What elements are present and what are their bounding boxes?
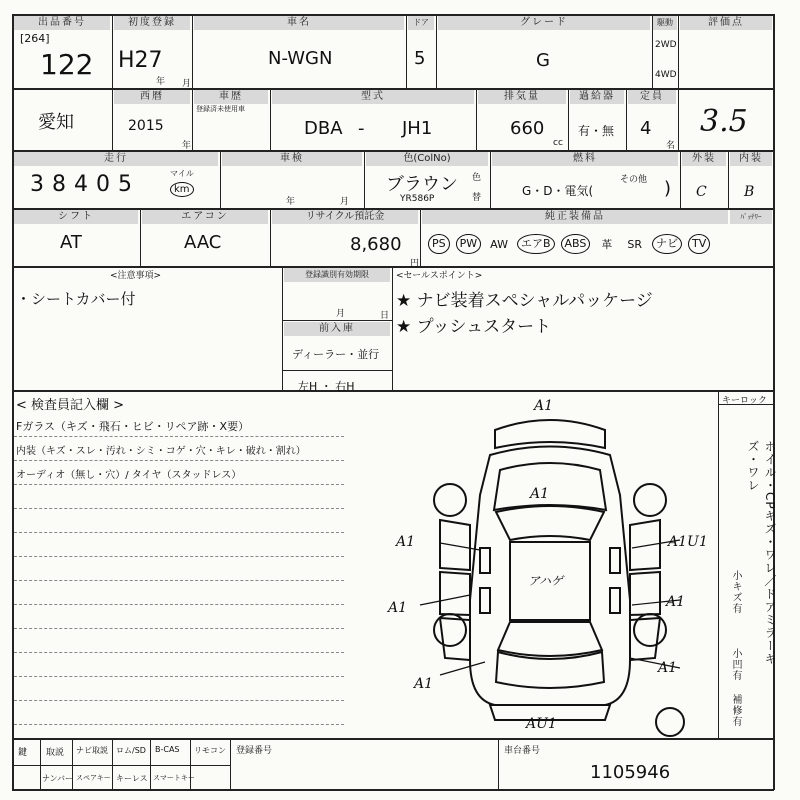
footer-bcas: B-CAS — [155, 745, 180, 754]
fuel-header: 燃料 — [492, 152, 678, 166]
year-char: 年 — [182, 141, 192, 151]
equip-abs: ABS — [561, 234, 591, 254]
recycle-unit: 円 — [410, 259, 420, 269]
month-unit: 月 — [182, 79, 192, 89]
model-header: 車名 — [194, 16, 404, 30]
model-value: N-WGN — [268, 48, 333, 69]
aircon-value: AAC — [184, 232, 222, 253]
recycle-header: リサイクル預託金 — [272, 210, 418, 224]
mileage-digit: 3 — [30, 172, 52, 197]
turbo-header: 過給器 — [570, 90, 624, 104]
mileage-mile-unit: マイル — [170, 169, 194, 178]
mark-right-bottom: A1 — [658, 660, 678, 676]
first-reg-header: 初度登録 — [114, 16, 190, 30]
capacity-header: 定員 — [628, 90, 676, 104]
inspection-month: 月 — [340, 197, 350, 207]
drive-header: 駆動 — [653, 16, 677, 30]
footer-smart-key: スマートキー — [153, 774, 195, 782]
capacity-unit: 名 — [666, 141, 676, 151]
model-type-header: 型式 — [272, 90, 474, 104]
door-header: ドア — [408, 16, 434, 30]
reg-expiry-label: 登録識別有効期限 — [284, 268, 390, 282]
footer-number-plate: ナンバー — [42, 774, 74, 783]
side-notes: ホイル・CPキズ・ワレ／ドアミラーキズ・ワレ — [746, 440, 777, 666]
region-value: 愛知 — [38, 112, 74, 133]
fuel-other: その他 — [620, 175, 648, 185]
displacement-header: 排気量 — [478, 90, 566, 104]
reg-number-label: 登録番号 — [236, 746, 273, 756]
turbo-value: 有・無 — [578, 124, 615, 138]
sales-label: <セールスポイント> — [396, 271, 483, 281]
previous-owner-header: 前入庫 — [284, 322, 390, 336]
shift-value: AT — [60, 232, 82, 253]
equip-pw: PW — [456, 234, 482, 254]
notes-label: <注意事項> — [110, 271, 162, 281]
handle-value: 左H ・ 右H — [298, 380, 355, 393]
year-unit: 年 — [156, 77, 166, 87]
equipment-header: 純正装備品 — [422, 210, 728, 224]
color-side-2: 替 — [472, 193, 482, 203]
color-code: YR586P — [400, 194, 435, 204]
inspector-line-3: オーディオ（無し・穴）/ タイヤ（スタッドレス） — [16, 470, 242, 481]
doors-value: 5 — [414, 48, 426, 69]
mileage-digit: 4 — [74, 172, 96, 197]
mark-right-rear: A1 — [666, 594, 686, 610]
footer-keyless: キーレス — [116, 774, 148, 783]
equip-leather: 革 — [601, 238, 613, 251]
mark-hood: A1 — [530, 486, 550, 502]
interior-header: 内装 — [730, 152, 772, 166]
drive-4wd: 4WD — [655, 70, 677, 80]
equipment-list — [428, 234, 710, 254]
mark-rear: AU1 — [526, 716, 557, 732]
type-prefix: DBA — [304, 118, 343, 139]
western-year-header: 西暦 — [114, 90, 190, 104]
lot-code: [264] — [20, 32, 50, 45]
type-dash: - — [358, 118, 365, 139]
shift-header: シフト — [14, 210, 138, 224]
notes-item: ・シートカバー付 — [16, 290, 136, 308]
exterior-header: 外装 — [682, 152, 726, 166]
footer-spare-key: スペアキー — [76, 774, 111, 782]
history-header: 車歴 — [194, 90, 268, 104]
reg-day: 日 — [380, 311, 390, 321]
color-side-1: 色 — [472, 173, 482, 183]
previous-owner-value: ディーラー・並行 — [292, 348, 380, 361]
equip-tv: TV — [688, 234, 710, 254]
interior-value: B — [744, 184, 755, 200]
equip-aw: AW — [490, 237, 508, 251]
grade-header: グレード — [438, 16, 650, 30]
sales-point-2: ★ プッシュスタート — [396, 317, 552, 337]
history-sub: 登録済未使用車 — [196, 105, 245, 113]
aircon-header: エアコン — [142, 210, 268, 224]
inspector-line-2: 内装（キズ・スレ・汚れ・シミ・コゲ・穴・キレ・破れ・割れ） — [16, 446, 306, 457]
equip-navi: ナビ — [652, 234, 682, 254]
score-header: 評価点 — [680, 16, 772, 30]
footer-remote: リモコン — [194, 746, 226, 755]
mileage-digit: 8 — [52, 172, 74, 197]
mark-left-bottom: A1 — [414, 676, 434, 692]
cc-unit: cc — [553, 138, 563, 148]
capacity-value: 4 — [640, 118, 652, 139]
footer-keys: 鍵 — [18, 748, 28, 758]
color-value: ブラウン — [386, 174, 458, 195]
footer-manual: 取説 — [46, 748, 65, 758]
grade-value: G — [536, 50, 550, 71]
keylock-label: キーロック — [722, 396, 767, 406]
mileage-digit: 5 — [118, 172, 140, 197]
inspector-label: < 検査員記入欄 > — [16, 398, 125, 413]
battery-header: ﾊﾞｯﾃﾘｰ — [730, 210, 772, 224]
equip-sr: SR — [627, 237, 643, 251]
inspection-year: 年 — [286, 197, 296, 207]
inspection-header: 車検 — [222, 152, 362, 166]
equip-ps: PS — [428, 234, 450, 254]
mileage-km-unit: km — [170, 182, 194, 197]
mileage-header: 走行 — [14, 152, 218, 166]
mileage-digits — [30, 172, 140, 197]
mark-roof-note: アハゲ — [528, 574, 564, 588]
equip-airbag: エアB — [517, 234, 555, 254]
side-small-1: 小キズ有 — [730, 570, 741, 614]
sales-point-1: ★ ナビ装着スペシャルパッケージ — [396, 291, 653, 311]
mark-left-front: A1 — [396, 534, 416, 550]
first-reg-value: H27 — [118, 48, 163, 73]
color-header: 色(ColNo) — [366, 152, 488, 166]
exterior-value: C — [696, 184, 707, 200]
fuel-close: ) — [664, 178, 672, 199]
mark-left-rear: A1 — [388, 600, 408, 616]
fuel-value: G・D・電気( — [522, 184, 594, 198]
mark-right-front: A1U1 — [668, 534, 708, 550]
footer-navi-manual: ナビ取説 — [76, 746, 108, 755]
lot-number: 122 — [40, 48, 94, 81]
model-year-value: 2015 — [128, 118, 164, 134]
inspector-line-1: Fガラス（キズ・飛石・ヒビ・リペア跡・X要） — [16, 420, 250, 433]
chassis-number: 1105946 — [590, 762, 671, 783]
mark-front: A1 — [534, 398, 554, 414]
recycle-value: 8,680 — [350, 234, 402, 255]
type-code: JH1 — [402, 118, 433, 139]
reg-month: 月 — [336, 309, 346, 319]
side-small-2: 小凹有 — [730, 648, 741, 681]
mileage-digit: 0 — [96, 172, 118, 197]
footer-rom-sd: ロム/SD — [116, 746, 146, 755]
side-small-3: 補修有 — [730, 694, 741, 727]
lot-header: 出品番号 — [14, 16, 110, 30]
drive-2wd: 2WD — [655, 40, 677, 50]
displacement-value: 660 — [510, 118, 545, 139]
score-value: 3.5 — [700, 104, 748, 139]
chassis-label: 車台番号 — [504, 746, 541, 756]
